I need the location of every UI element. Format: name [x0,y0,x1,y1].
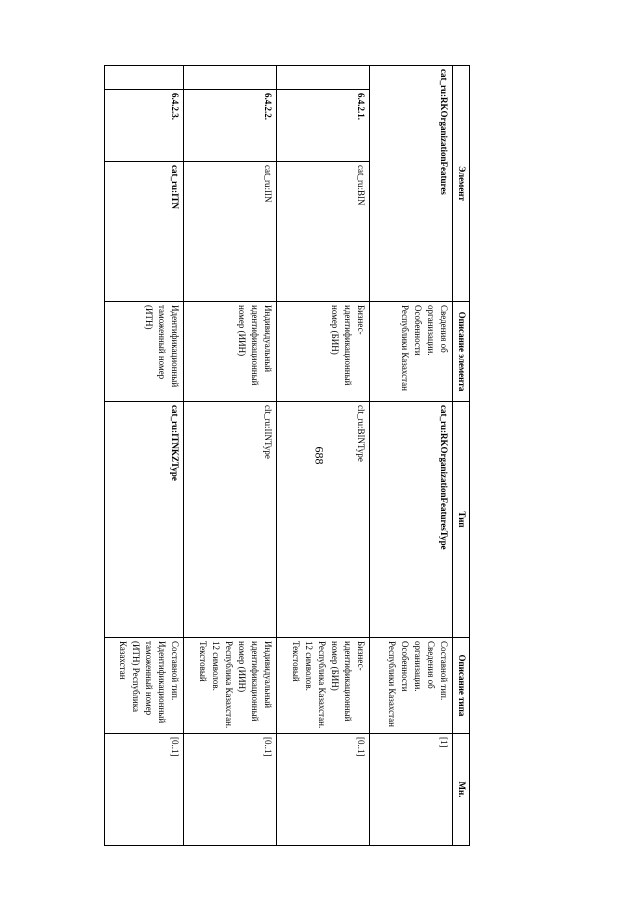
element-description: Бизнес-идентификационный номер (БИН) [277,302,370,402]
header-element: Элемент [453,66,470,302]
row-number: 6.4.2.2. [184,90,277,162]
multiplicity: [0..1] [277,734,370,846]
type-description: Индивидуальный идентификационный номер (ИИН) Республика Казахстан. 12 символов. Текстовый [184,638,277,734]
header-row [453,66,470,846]
multiplicity: [1] [370,734,453,846]
table-row [277,66,370,846]
header-type: Тип [453,402,470,638]
row-number: 6.4.2.1. [277,90,370,162]
type-name: clt_ru:IINType [184,402,277,638]
multiplicity: [0..1] [105,734,184,846]
element-name: cat_ru:ITN [105,162,184,302]
multiplicity: [0..1] [184,734,277,846]
table-row [184,66,277,846]
schema-table [104,65,470,846]
table-row [370,66,453,846]
indent-cell [277,66,370,90]
type-description: Составной тип. Идентификационный таможенный номер (ИТН) Республика Казахстан [105,638,184,734]
type-description: Бизнес-идентификационный номер (БИН) Республика Казахстан. 12 символов. Текстовый [277,638,370,734]
element-description: Сведения об организации. Особенности Республики Казахстан [370,302,453,402]
header-type-desc: Описание типа [453,638,470,734]
type-description: Составной тип. Сведения об организации. Особенности Республики Казахстан [370,638,453,734]
page-number: 688 [312,446,327,465]
indent-cell [105,66,184,90]
header-element-desc: Описание элемента [453,302,470,402]
type-name: cat_ru:RKOrganizationFeaturesType [370,402,453,638]
table-row [105,66,184,846]
rotated-table-container [90,65,470,845]
element-description: Идентификационный таможенный номер (ИТН) [105,302,184,402]
element-name: cat_ru:BIN [277,162,370,302]
row-number: 6.4.2.3. [105,90,184,162]
element-name: cat_ru:IIN [184,162,277,302]
header-multiplicity: Мн. [453,734,470,846]
type-name: cat_ru:ITNKZType [105,402,184,638]
type-name: clt_ru:BINType [277,402,370,638]
element-description: Индивидуальный идентификационный номер (ИИН) [184,302,277,402]
element-name: cat_ru:RKOrganizationFeatures [370,66,453,302]
indent-cell [184,66,277,90]
